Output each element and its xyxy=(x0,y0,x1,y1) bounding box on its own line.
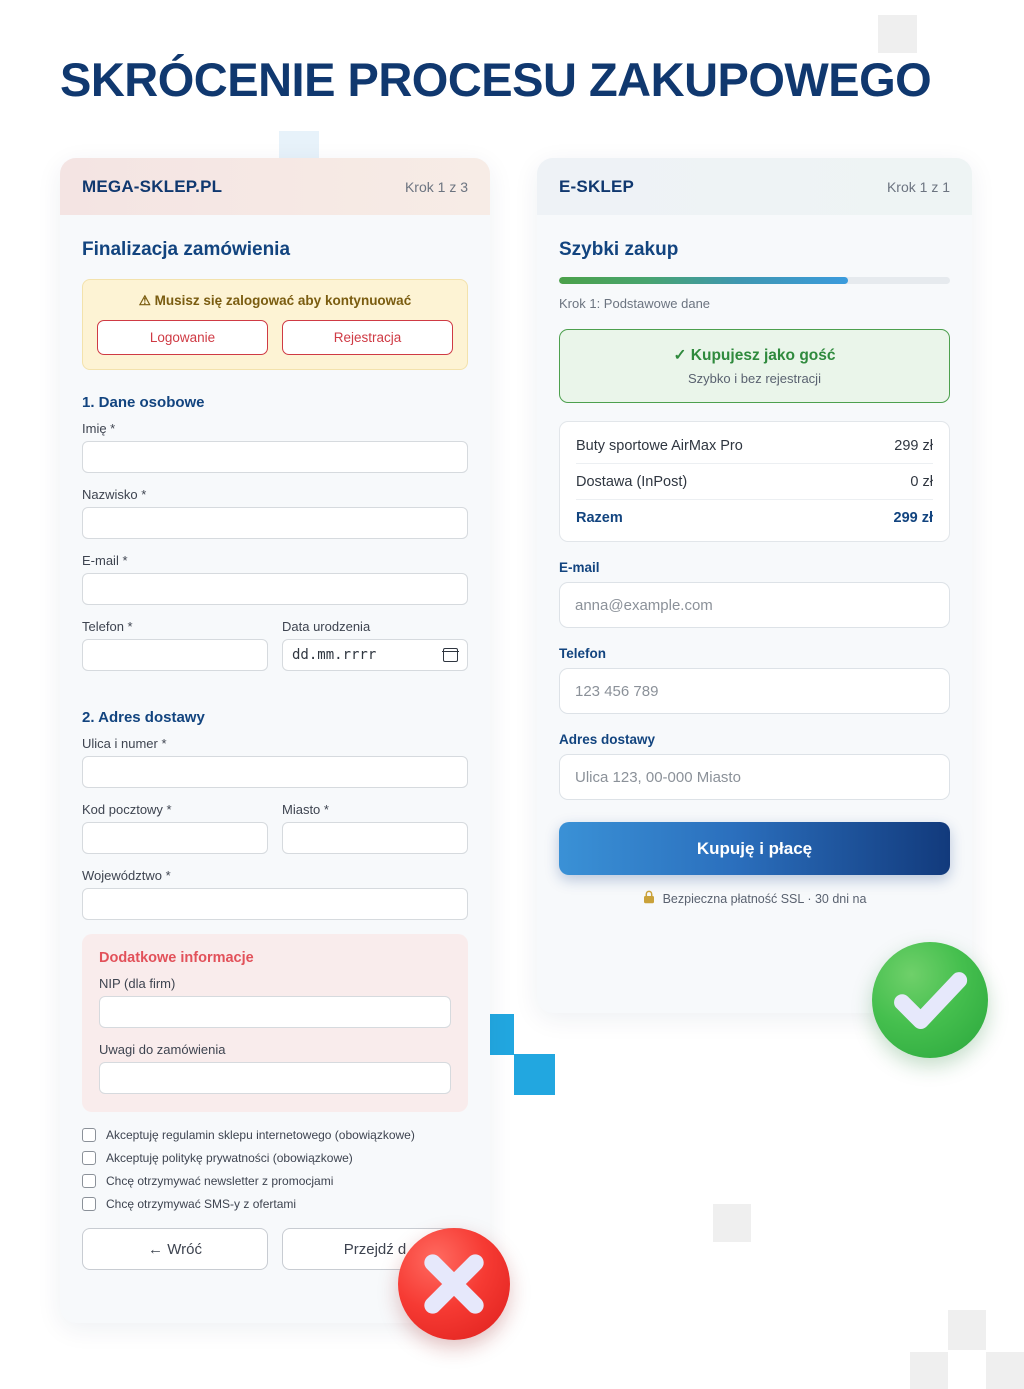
field-email xyxy=(82,553,468,605)
label-last-name: Nazwisko * xyxy=(82,487,147,502)
checkbox-label-newsletter: Chcę otrzymywać newsletter z promocjami xyxy=(106,1174,334,1188)
summary-value-total: 299 zł xyxy=(893,509,933,526)
checkbox-row-sms[interactable] xyxy=(82,1197,468,1211)
input-province[interactable] xyxy=(82,888,468,920)
summary-value-product: 299 zł xyxy=(894,437,933,454)
label-nip: NIP (dla firm) xyxy=(99,976,176,991)
label-notes: Uwagi do zamówienia xyxy=(99,1042,226,1057)
progress-bar-track xyxy=(559,277,950,284)
checkout-card-long xyxy=(60,158,490,1323)
checkbox-label-sms: Chcę otrzymywać SMS-y z ofertami xyxy=(106,1197,297,1211)
login-required-warning xyxy=(82,279,468,370)
label-first-name: Imię * xyxy=(82,421,116,436)
checkbox-privacy[interactable] xyxy=(82,1151,96,1165)
checkbox-terms[interactable] xyxy=(82,1128,96,1142)
progress-bar-fill xyxy=(559,277,848,284)
summary-label-total: Razem xyxy=(576,509,623,526)
input-quick-email[interactable]: anna@example.com xyxy=(559,582,950,628)
row-postcode-city xyxy=(82,802,468,868)
guest-checkout-title: ✓ Kupujesz jako gość xyxy=(673,347,836,364)
summary-row-product xyxy=(576,428,933,464)
decor-square-cyan-2 xyxy=(514,1054,555,1095)
success-check-badge xyxy=(872,942,988,1058)
register-button[interactable]: Rejestracja xyxy=(282,320,453,355)
left-card-header xyxy=(60,158,490,215)
page-title: SKRÓCENIE PROCESU ZAKUPOWEGO xyxy=(60,53,932,106)
section-personal-title: 1. Dane osobowe xyxy=(82,394,205,411)
decor-square-bottom-1 xyxy=(713,1204,751,1242)
checkbox-label-terms: Akceptuję regulamin sklepu internetowego (obowiązkowe) xyxy=(106,1128,415,1142)
field-postcode xyxy=(82,802,268,854)
field-birthdate xyxy=(282,619,468,671)
guest-checkout-box xyxy=(559,329,950,403)
input-first-name[interactable] xyxy=(82,441,468,473)
progress-step-label: Krok 1: Podstawowe dane xyxy=(559,296,711,311)
summary-label-shipping: Dostawa (InPost) xyxy=(576,473,688,490)
left-brand-label: MEGA-SKLEP.PL xyxy=(82,176,223,196)
warning-triangle-icon: ⚠ Musisz się zalogować aby kontynuować xyxy=(138,293,412,308)
checkbox-row-privacy[interactable] xyxy=(82,1151,468,1165)
input-birthdate[interactable] xyxy=(282,639,468,671)
summary-row-shipping xyxy=(576,464,933,500)
label-quick-phone: Telefon xyxy=(559,646,606,661)
label-birthdate: Data urodzenia xyxy=(282,619,371,634)
back-button[interactable]: ← Wróć xyxy=(82,1228,268,1270)
label-phone: Telefon * xyxy=(82,619,133,634)
input-quick-address[interactable]: Ulica 123, 00-000 Miasto xyxy=(559,754,950,800)
decor-square-top-right xyxy=(878,15,917,53)
checkbox-label-privacy: Akceptuję politykę prywatności (obowiązkowe) xyxy=(106,1151,353,1165)
summary-row-total xyxy=(576,500,933,535)
decor-square-bottom-2 xyxy=(948,1310,986,1350)
input-last-name[interactable] xyxy=(82,507,468,539)
field-nip xyxy=(99,976,451,1028)
consent-checkbox-group xyxy=(82,1128,468,1211)
extra-info-box xyxy=(82,934,468,1112)
summary-value-shipping: 0 zł xyxy=(910,473,933,490)
right-heading: Szybki zakup xyxy=(559,239,679,260)
input-nip[interactable] xyxy=(99,996,451,1028)
label-quick-email: E-mail xyxy=(559,560,600,575)
input-phone[interactable] xyxy=(82,639,268,671)
checkbox-newsletter[interactable] xyxy=(82,1174,96,1188)
label-email: E-mail * xyxy=(82,553,128,568)
buy-and-pay-button[interactable]: Kupuję i płacę xyxy=(559,822,950,875)
field-phone xyxy=(82,619,268,671)
next-button[interactable]: Przejdź d xyxy=(282,1228,468,1270)
decor-square-bottom-4 xyxy=(986,1352,1024,1389)
login-button[interactable]: Logowanie xyxy=(97,320,268,355)
input-notes[interactable] xyxy=(99,1062,451,1094)
input-email[interactable] xyxy=(82,573,468,605)
right-card-header xyxy=(537,158,972,215)
checkbox-sms[interactable] xyxy=(82,1197,96,1211)
error-cross-badge xyxy=(398,1228,510,1340)
guest-checkout-subtitle: Szybko i bez rejestracji xyxy=(688,371,821,386)
label-province: Województwo * xyxy=(82,868,171,883)
order-summary xyxy=(559,421,950,542)
decor-square-bottom-3 xyxy=(910,1352,948,1389)
field-street xyxy=(82,736,468,788)
lock-icon xyxy=(643,890,655,907)
left-card-body xyxy=(60,239,490,1270)
field-notes xyxy=(99,1042,451,1094)
input-city[interactable] xyxy=(282,822,468,854)
input-quick-phone[interactable]: 123 456 789 xyxy=(559,668,950,714)
warning-buttons xyxy=(97,320,453,355)
checkbox-row-newsletter[interactable] xyxy=(82,1174,468,1188)
label-city: Miasto * xyxy=(282,802,329,817)
right-brand-label: E-SKLEP xyxy=(559,176,635,196)
field-first-name xyxy=(82,421,468,473)
field-city xyxy=(282,802,468,854)
right-card-body xyxy=(537,239,972,907)
right-step-indicator: Krok 1 z 1 xyxy=(886,178,950,195)
left-step-indicator: Krok 1 z 3 xyxy=(404,178,468,195)
field-last-name xyxy=(82,487,468,539)
field-province xyxy=(82,868,468,920)
row-phone-birthdate xyxy=(82,619,468,685)
birthdate-value: dd.mm.rrrr xyxy=(292,647,377,663)
section-address-title: 2. Adres dostawy xyxy=(82,709,205,726)
input-postcode[interactable] xyxy=(82,822,268,854)
extra-info-title: Dodatkowe informacje xyxy=(99,950,254,966)
label-street: Ulica i numer * xyxy=(82,736,167,751)
left-heading: Finalizacja zamówienia xyxy=(82,239,291,260)
label-postcode: Kod pocztowy * xyxy=(82,802,172,817)
summary-label-product: Buty sportowe AirMax Pro xyxy=(576,437,743,454)
checkbox-row-terms[interactable] xyxy=(82,1128,468,1142)
calendar-icon[interactable] xyxy=(443,648,458,662)
secure-payment-note xyxy=(559,890,950,907)
input-street[interactable] xyxy=(82,756,468,788)
checkout-card-short xyxy=(537,158,972,1013)
label-quick-address: Adres dostawy xyxy=(559,732,656,747)
secure-payment-text: Bezpieczna płatność SSL · 30 dni na xyxy=(662,891,867,906)
